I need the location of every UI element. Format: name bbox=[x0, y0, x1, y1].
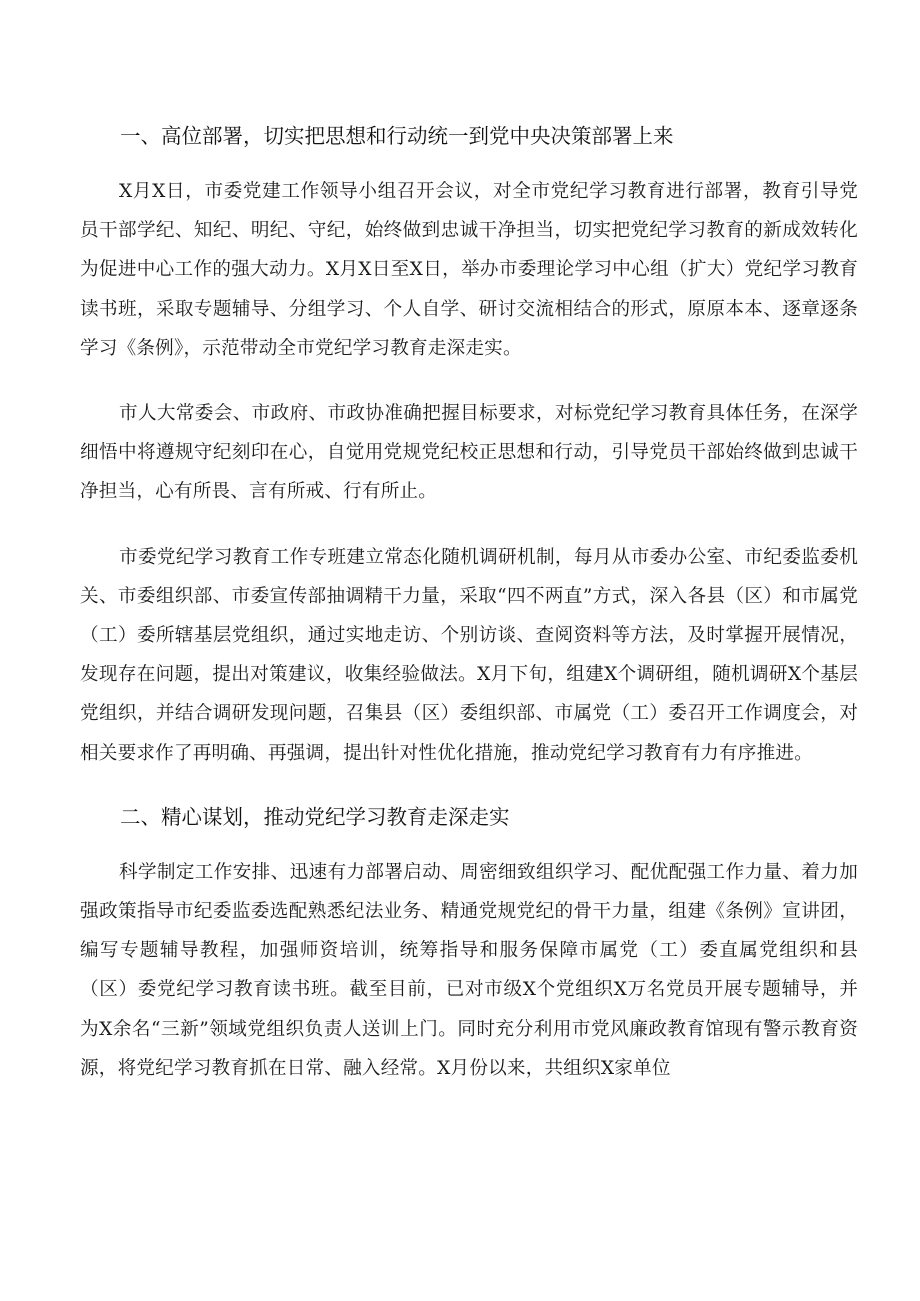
section-heading-2: 二、精心谋划，推动党纪学习教育走深走实 bbox=[120, 804, 510, 829]
paragraph-1: X月X日，市委党建工作领导小组召开会议，对全市党纪学习教育进行部署，教育引导党员干部学纪、知纪、明纪、守纪，始终做到忠诚干净担当，切实把党纪学习教育的新成效转化为促进中心工作的强大动力。X月X日至X日，举办市委理论学习中心组（扩大）党纪学习教育读书班，采取专题辅导、分组学习、个人自学、研讨交流相结合的形式，原原本本、逐章逐条学习《条例》，示范带动全市党纪学习教育走深走实。 bbox=[80, 181, 858, 359]
section-heading-1: 一、高位部署，切实把思想和行动统一到党中央决策部署上来 bbox=[120, 124, 674, 148]
paragraph-4: 科学制定工作安排、迅速有力部署启动、周密细致组织学习、配优配强工作力量、着力加强政策指导市纪委监委选配熟悉纪法业务、精通党规党纪的骨干力量，组建《条例》宣讲团，编写专题辅导教程，加强师资培训，统筹指导和服务保障市属党（工）委直属党组织和县（区）委党纪学习教育读书班。截至目前，已对市级X个党组织X万名党员开展专题辅导，并为X余名“三新”领域党组织负责人送训上门。同时充分利用市党风廉政教育馆现有警示教育资源，将党纪学习教育抓在日常、融入经常。X月份以来，共组织X家单位 bbox=[80, 861, 858, 1079]
paragraph-3: 市委党纪学习教育工作专班建立常态化随机调研机制，每月从市委办公室、市纪委监委机关、市委组织部、市委宣传部抽调精干力量，采取“四不两直”方式，深入各县（区）和市属党（工）委所辖基层党组织，通过实地走访、个别访谈、查阅资料等方法，及时掌握开展情况，发现存在问题，提出对策建议，收集经验做法。X月下旬，组建X个调研组，随机调研X个基层党组织，并结合调研发现问题，召集县（区）委组织部、市属党（工）委召开工作调度会，对相关要求作了再明确、再强调，提出针对性优化措施，推动党纪学习教育有力有序推进。 bbox=[80, 546, 858, 764]
paragraph-2: 市人大常委会、市政府、市政协准确把握目标要求，对标党纪学习教育具体任务，在深学细悟中将遵规守纪刻印在心，自觉用党规党纪校正思想和行动，引导党员干部始终做到忠诚干净担当，心有所畏、言有所戒、行有所止。 bbox=[80, 403, 858, 503]
